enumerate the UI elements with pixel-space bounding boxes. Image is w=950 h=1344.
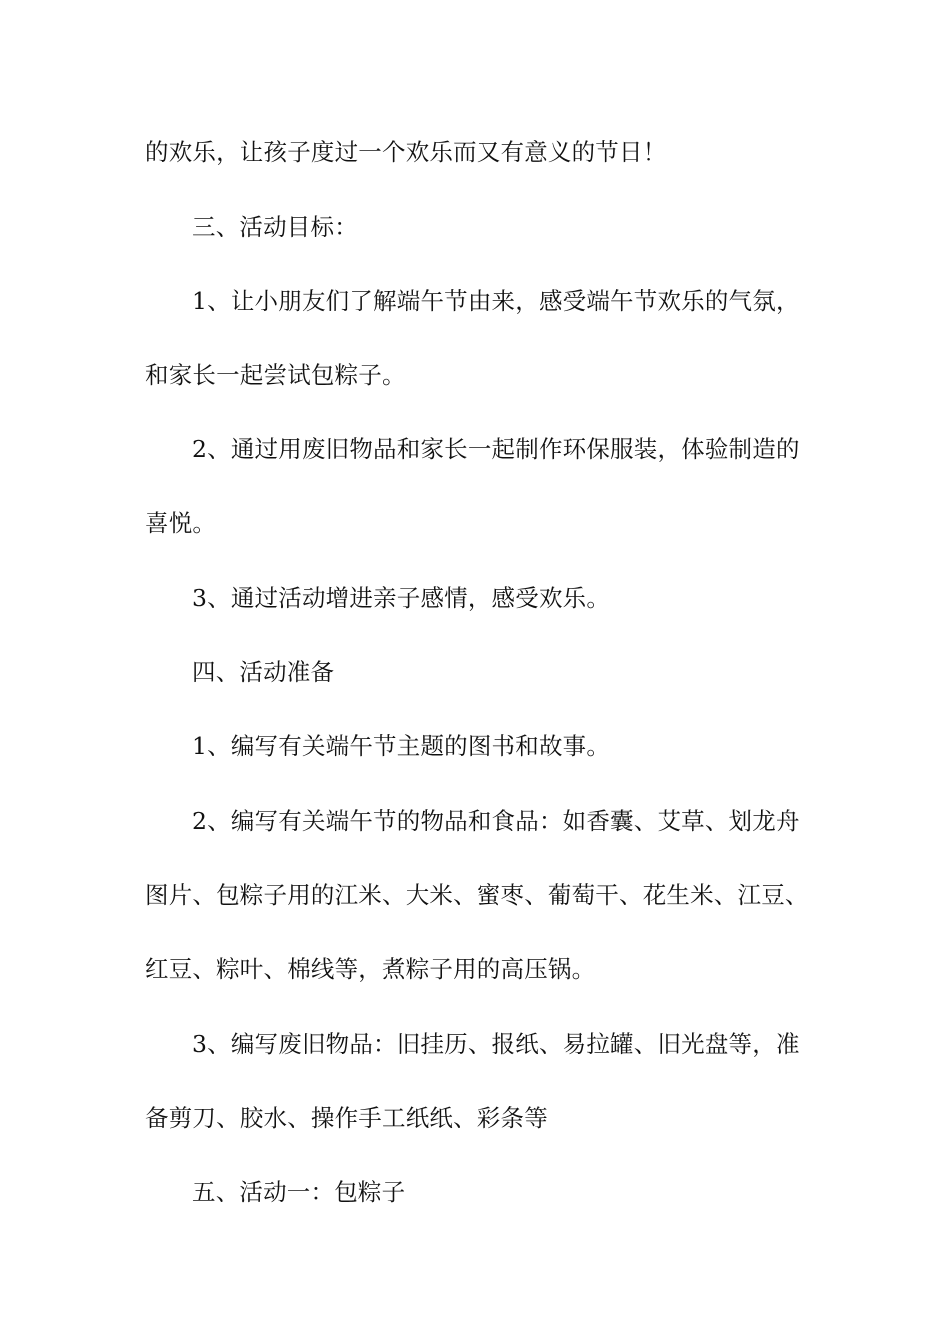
goal-2-line-1: 2、通过用废旧物品和家长一起制作环保服装，体验制造的	[192, 435, 800, 463]
prep-1-line: 1、编写有关端午节主题的图书和故事。	[192, 732, 611, 760]
prep-3-line-1: 3、编写废旧物品：旧挂历、报纸、易拉罐、旧光盘等，准	[192, 1030, 800, 1058]
section-heading-goals: 三、活动目标：	[192, 213, 358, 241]
goal-3-line: 3、通过活动增进亲子感情，感受欢乐。	[192, 584, 611, 612]
goal-1-line-2: 和家长一起尝试包粽子。	[145, 361, 406, 389]
paragraph-line-1: 的欢乐，让孩子度过一个欢乐而又有意义的节日！	[145, 138, 667, 166]
section-heading-activity-one: 五、活动一：包粽子	[192, 1178, 406, 1206]
goal-1-line-1: 1、让小朋友们了解端午节由来，感受端午节欢乐的气氛，	[192, 287, 800, 315]
goal-2-line-2: 喜悦。	[145, 509, 217, 537]
prep-2-line-3: 红豆、粽叶、棉线等，煮粽子用的高压锅。	[145, 955, 596, 983]
section-heading-preparation: 四、活动准备	[192, 658, 335, 686]
prep-3-line-2: 备剪刀、胶水、操作手工纸纸、彩条等	[145, 1104, 548, 1132]
prep-2-line-2: 图片、包粽子用的江米、大米、蜜枣、葡萄干、花生米、江豆、	[145, 881, 809, 909]
prep-2-line-1: 2、编写有关端午节的物品和食品：如香囊、艾草、划龙舟	[192, 807, 800, 835]
